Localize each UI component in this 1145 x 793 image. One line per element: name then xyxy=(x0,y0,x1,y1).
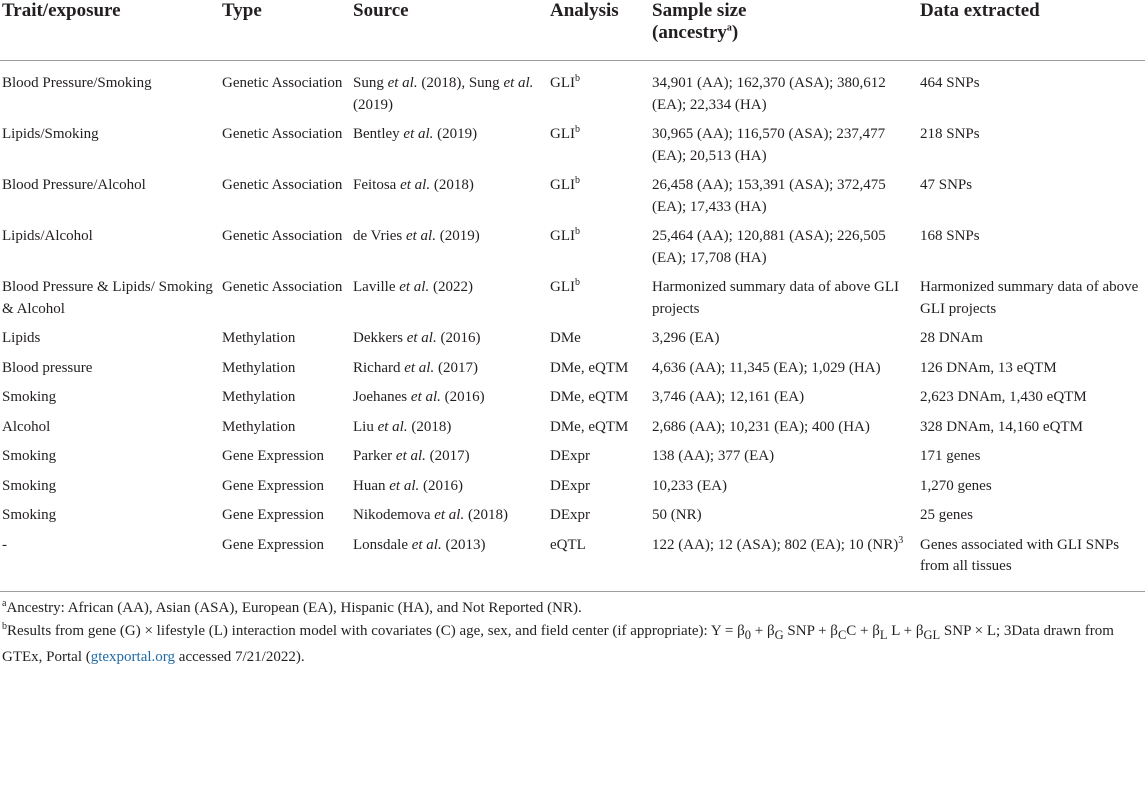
source-part: et al. xyxy=(405,228,436,244)
source-part: et al. xyxy=(403,126,434,142)
cell-trait: Lipids/Alcohol xyxy=(2,228,93,244)
sample-size-text: 122 (AA); 12 (ASA); 802 (EA); 10 (NR) xyxy=(652,536,899,553)
cell-sample-size xyxy=(650,439,918,469)
analysis-text: DExpr xyxy=(550,448,590,464)
cell-sample-size xyxy=(650,410,918,440)
table-row xyxy=(0,469,1145,499)
header-analysis: Analysis xyxy=(548,0,650,61)
source-part: (2016) xyxy=(419,477,463,494)
table-row xyxy=(0,219,1145,270)
source-part: et al. xyxy=(377,418,408,435)
footnote-a-marker: a xyxy=(2,597,7,609)
analysis-text: GLI xyxy=(550,75,575,91)
cell-analysis xyxy=(548,498,650,528)
source-part: et al. xyxy=(387,75,418,91)
table-row xyxy=(0,498,1145,528)
footnote-b-sub-c: C xyxy=(837,628,847,642)
cell-trait: Lipids xyxy=(2,330,41,346)
cell-data-extracted: 328 DNAm, 14,160 eQTM xyxy=(920,418,1083,435)
cell-source xyxy=(351,351,548,381)
cell-type: Genetic Association xyxy=(222,75,343,91)
cell-type: Genetic Association xyxy=(222,279,343,295)
header-source: Source xyxy=(351,0,548,61)
footnote-b-marker: b xyxy=(2,621,7,632)
source-part: (2018) xyxy=(407,418,452,435)
cell-source xyxy=(351,168,548,219)
cell-analysis xyxy=(548,380,650,410)
cell-sample-size xyxy=(650,168,918,219)
table-row xyxy=(0,380,1145,410)
table-row xyxy=(0,270,1145,321)
cell-sample-size xyxy=(650,117,918,168)
cell-source xyxy=(351,469,548,499)
cell-type: Genetic Association xyxy=(222,177,343,193)
table-row xyxy=(0,410,1145,440)
cell-data-extracted: 28 DNAm xyxy=(920,330,983,346)
table-row xyxy=(0,351,1145,381)
cell-trait: Smoking xyxy=(2,389,57,405)
analysis-footnote-marker: b xyxy=(575,277,580,288)
cell-data-extracted: 25 genes xyxy=(920,507,973,523)
cell-trait: Smoking xyxy=(2,448,57,464)
cell-type: Genetic Association xyxy=(222,228,343,244)
cell-analysis xyxy=(548,351,650,381)
cell-data-extracted: Genes associated with GLI SNPs from all tissues xyxy=(918,528,1145,592)
source-part: Bentley xyxy=(353,126,404,142)
table-row xyxy=(0,321,1145,351)
table-row xyxy=(0,168,1145,219)
cell-data-extracted: Harmonized summary data of above GLI projects xyxy=(920,279,1139,317)
footnote-b-text-4: C + β xyxy=(846,623,880,639)
header-sample-size xyxy=(650,0,918,61)
cell-type: Methylation xyxy=(222,418,296,435)
analysis-text: DExpr xyxy=(550,507,590,523)
cell-trait: Smoking xyxy=(2,477,57,494)
sample-size-text: 30,965 (AA); 116,570 (ASA); 237,477 (EA); 20,513 (HA) xyxy=(652,126,886,164)
cell-sample-size xyxy=(650,498,918,528)
header-sample-size-line2-post: ) xyxy=(731,22,739,43)
source-part: et al. xyxy=(400,177,431,193)
cell-sample-size xyxy=(650,351,918,381)
cell-source xyxy=(351,321,548,351)
footnote-a xyxy=(2,598,1143,620)
source-part: et al. xyxy=(503,75,534,91)
cell-analysis xyxy=(548,61,650,118)
cell-data-extracted: 464 SNPs xyxy=(920,75,980,91)
sample-size-text: 138 (AA); 377 (EA) xyxy=(652,448,775,464)
cell-analysis xyxy=(548,528,650,592)
footnote-a-text: Ancestry: African (AA), Asian (ASA), European (EA), Hispanic (HA), and Not Reported (NR). xyxy=(6,599,582,616)
cell-type: Methylation xyxy=(222,359,296,376)
source-part: (2018) xyxy=(430,177,474,193)
table-body xyxy=(0,61,1145,592)
source-part: et al. xyxy=(395,448,426,464)
analysis-text: DExpr xyxy=(550,477,590,494)
source-part: (2019) xyxy=(433,126,478,142)
cell-source xyxy=(351,498,548,528)
cell-type: Gene Expression xyxy=(222,507,325,523)
source-part: (2018), Sung xyxy=(417,75,504,91)
footnote-b xyxy=(2,621,1143,668)
source-part: Huan xyxy=(353,477,390,494)
cell-type: Genetic Association xyxy=(222,126,343,142)
cell-trait: Alcohol xyxy=(2,418,51,435)
cell-data-extracted: 218 SNPs xyxy=(920,126,980,142)
cell-trait: Blood Pressure/Alcohol xyxy=(2,177,146,193)
analysis-text: GLI xyxy=(550,126,575,142)
sample-size-text: 4,636 (AA); 11,345 (EA); 1,029 (HA) xyxy=(652,359,881,376)
cell-data-extracted: 2,623 DNAm, 1,430 eQTM xyxy=(920,389,1087,405)
header-type: Type xyxy=(220,0,351,61)
analysis-footnote-marker: b xyxy=(575,124,580,135)
source-part: et al. xyxy=(399,279,430,295)
source-part: et al. xyxy=(406,330,437,346)
cell-sample-size xyxy=(650,321,918,351)
table-row xyxy=(0,528,1145,592)
footnote-b-text-5: L + β xyxy=(887,623,924,639)
analysis-text: DMe, eQTM xyxy=(550,359,629,376)
cell-data-extracted: 168 SNPs xyxy=(920,228,980,244)
source-part: (2019) xyxy=(353,96,393,113)
sample-size-text: Harmonized summary data of above GLI projects xyxy=(652,279,899,317)
cell-source xyxy=(351,219,548,270)
cell-source xyxy=(351,61,548,118)
cell-trait: Lipids/Smoking xyxy=(2,126,99,142)
source-part: et al. xyxy=(434,507,465,523)
analysis-text: eQTL xyxy=(550,536,586,553)
footnote-b-sub-l: L xyxy=(879,628,888,642)
analysis-footnote-marker: b xyxy=(575,175,580,186)
footnote-b-sub-gl: GL xyxy=(923,628,941,642)
header-data-extracted: Data extracted xyxy=(918,0,1145,61)
source-part: et al. xyxy=(411,536,442,553)
footnote-b-text-1: Results from gene (G) × lifestyle (L) interaction model with covariates (C) age, sex, and field center (if appropriate): Y = β xyxy=(7,623,745,639)
source-part: (2013) xyxy=(441,536,486,553)
cell-data-extracted: 171 genes xyxy=(920,448,981,464)
gtex-portal-link[interactable]: gtexportal.org xyxy=(90,648,176,665)
cell-trait: Smoking xyxy=(2,507,57,523)
source-part: (2018) xyxy=(464,507,508,523)
cell-source xyxy=(351,380,548,410)
cell-trait: Blood pressure xyxy=(2,359,93,376)
analysis-footnote-marker: b xyxy=(575,226,580,237)
cell-data-extracted: 1,270 genes xyxy=(920,477,992,494)
footnote-b-text-3: SNP + β xyxy=(783,623,838,639)
footnote-b-text-7: accessed 7/21/2022). xyxy=(175,648,305,665)
sample-size-text: 34,901 (AA); 162,370 (ASA); 380,612 (EA); 22,334 (HA) xyxy=(652,75,886,113)
table-row xyxy=(0,439,1145,469)
cell-analysis xyxy=(548,168,650,219)
source-part: Laville xyxy=(353,279,400,295)
source-part: Parker xyxy=(353,448,396,464)
cell-analysis xyxy=(548,321,650,351)
table-header xyxy=(0,0,1145,61)
source-part: Nikodemova xyxy=(353,507,435,523)
cell-sample-size xyxy=(650,469,918,499)
footnote-b-sub-0: 0 xyxy=(744,628,752,642)
source-part: Dekkers xyxy=(353,330,407,346)
table-row xyxy=(0,117,1145,168)
cell-sample-size xyxy=(650,270,918,321)
source-part: Richard xyxy=(353,359,405,376)
source-part: (2019) xyxy=(435,228,480,244)
cell-analysis xyxy=(548,117,650,168)
source-part: et al. xyxy=(389,477,420,494)
cell-type: Methylation xyxy=(222,330,296,346)
cell-trait: Blood Pressure/Smoking xyxy=(2,75,152,91)
sample-size-text: 25,464 (AA); 120,881 (ASA); 226,505 (EA); 17,708 (HA) xyxy=(652,228,886,266)
source-part: (2017) xyxy=(425,448,470,464)
header-sample-size-line1: Sample size xyxy=(652,0,747,21)
cell-sample-size xyxy=(650,380,918,410)
analysis-text: GLI xyxy=(550,228,575,244)
source-part: (2016) xyxy=(436,330,481,346)
analysis-text: DMe, eQTM xyxy=(550,389,629,405)
footnotes xyxy=(0,592,1145,669)
cell-trait: Blood Pressure & Lipids/ Smoking & Alcohol xyxy=(2,279,213,317)
header-trait: Trait/exposure xyxy=(0,0,220,61)
cell-analysis xyxy=(548,439,650,469)
header-row xyxy=(0,0,1145,61)
source-part: Lonsdale xyxy=(353,536,412,553)
cell-sample-size xyxy=(650,528,918,592)
source-part: Liu xyxy=(353,418,378,435)
cell-type: Gene Expression xyxy=(220,528,351,592)
source-part: et al. xyxy=(410,389,441,405)
analysis-text: GLI xyxy=(550,177,575,193)
source-part: de Vries xyxy=(353,228,406,244)
source-part: et al. xyxy=(404,359,435,376)
footnote-b-text-6: SNP × L; 3Data drawn from GTEx, Portal ( xyxy=(2,623,1114,665)
cell-source xyxy=(351,117,548,168)
sample-size-text: 3,296 (EA) xyxy=(652,330,720,346)
cell-source xyxy=(351,439,548,469)
source-part: (2016) xyxy=(440,389,485,405)
source-part: Sung xyxy=(353,75,388,91)
cell-sample-size xyxy=(650,61,918,118)
cell-sample-size xyxy=(650,219,918,270)
cell-analysis xyxy=(548,410,650,440)
sample-size-text: 50 (NR) xyxy=(652,507,702,523)
header-sample-size-sup: a xyxy=(726,22,732,34)
cell-type: Gene Expression xyxy=(222,448,325,464)
footnote-b-sub-g: G xyxy=(774,628,784,642)
cell-trait: - xyxy=(0,528,220,592)
cell-source xyxy=(351,410,548,440)
cell-source xyxy=(351,270,548,321)
cell-data-extracted: 47 SNPs xyxy=(920,177,973,193)
cell-analysis xyxy=(548,469,650,499)
table-row xyxy=(0,61,1145,118)
sample-size-text: 26,458 (AA); 153,391 (ASA); 372,475 (EA); 17,433 (HA) xyxy=(652,177,886,215)
source-part: (2022) xyxy=(429,279,473,295)
cell-data-extracted: 126 DNAm, 13 eQTM xyxy=(920,359,1057,376)
sample-size-text: 2,686 (AA); 10,231 (EA); 400 (HA) xyxy=(652,418,870,435)
cell-type: Methylation xyxy=(222,389,296,405)
source-part: (2017) xyxy=(434,359,478,376)
source-part: Feitosa xyxy=(353,177,401,193)
header-sample-size-line2-pre: (ancestry xyxy=(652,22,727,43)
analysis-text: DMe xyxy=(550,330,581,346)
footnote-b-text-2: + β xyxy=(751,623,775,639)
sample-footnote-marker: 3 xyxy=(898,534,904,546)
analysis-text: DMe, eQTM xyxy=(550,418,629,435)
source-part: Joehanes xyxy=(353,389,411,405)
sample-size-text: 10,233 (EA) xyxy=(652,477,727,494)
analysis-text: GLI xyxy=(550,279,575,295)
cell-type: Gene Expression xyxy=(222,477,325,494)
analysis-footnote-marker: b xyxy=(575,73,580,84)
cell-analysis xyxy=(548,270,650,321)
cell-source xyxy=(351,528,548,592)
sample-size-text: 3,746 (AA); 12,161 (EA) xyxy=(652,389,805,405)
cell-analysis xyxy=(548,219,650,270)
